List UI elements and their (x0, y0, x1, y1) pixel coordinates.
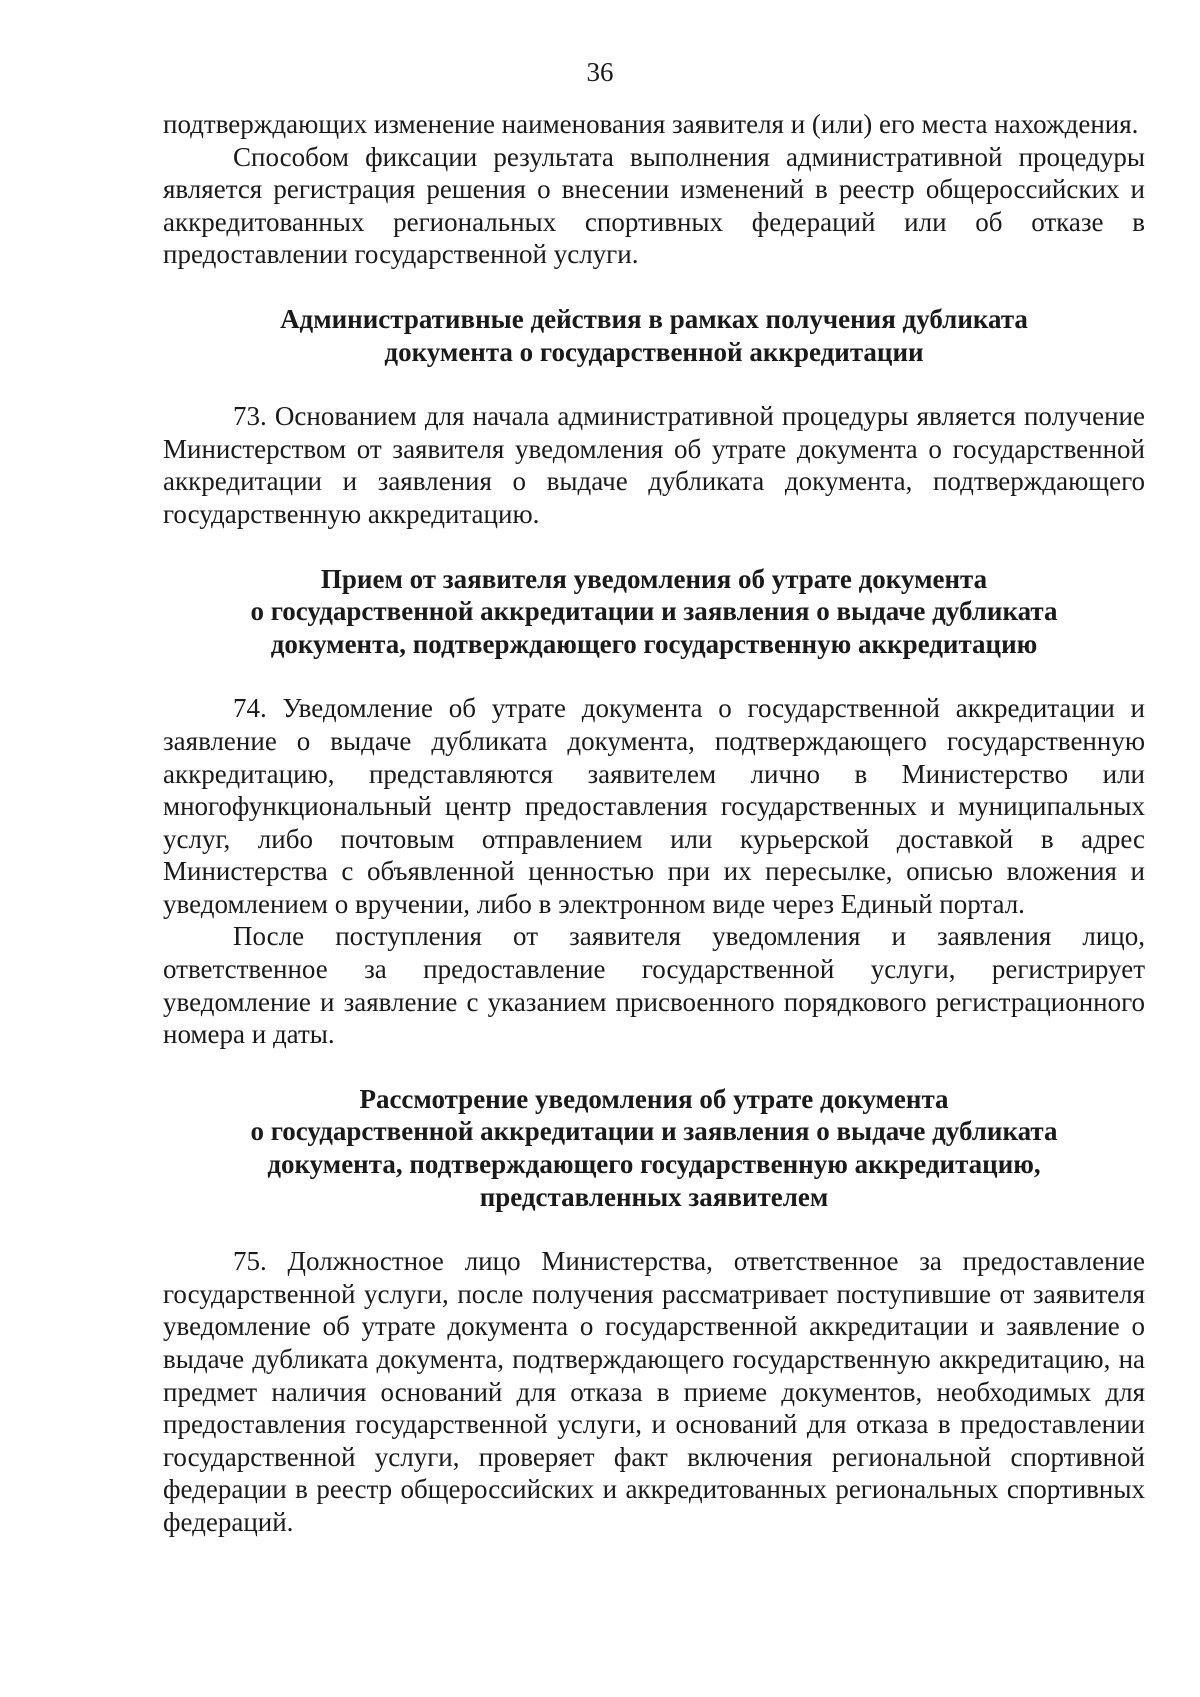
heading-line: документа, подтверждающего государственную аккредитацию (270, 628, 1038, 659)
paragraph-continuation: подтверждающих изменение наименования заявителя и (или) его места нахождения. (163, 109, 1139, 139)
paragraph-73: 73. Основанием для начала административной процедуры является получение Министерством от заявителя уведомления об утрате документа о государственной аккредитации и заявления о выдаче дубликата документа, подтверждающего государственную аккредитацию. (163, 401, 1145, 529)
paragraph-75: 75. Должностное лицо Министерства, ответственное за предоставление государственной услуги, после получения рассматривает поступившие от заявителя уведомление об утрате документа о государственной аккредитации и заявление о выдаче дубликата документа, подтверждающего государственную аккредитацию, на предмет наличия оснований для отказа в приеме документов, необходимых для предоставления государственной услуги, и оснований для отказа в предоставлении государственной услуги, проверяет факт включения региональной спортивной федерации в реестр общероссийских и аккредитованных региональных спортивных федераций. (163, 1246, 1145, 1537)
heading-line: о государственной аккредитации и заявления о выдаче дубликата (250, 1116, 1058, 1147)
heading-line: о государственной аккредитации и заявления о выдаче дубликата (250, 596, 1058, 627)
paragraph-registration: После поступления от заявителя уведомления и заявления лицо, ответственное за предоставление государственной услуги, регистрирует уведомление и заявление с указанием присвоенного порядкового регистрационного номера и даты. (163, 921, 1145, 1050)
heading-line: Административные действия в рамках получения дубликата (280, 303, 1028, 334)
section-heading-reception (163, 563, 1145, 661)
heading-line: документа о государственной аккредитации (384, 336, 924, 367)
paragraph-74: 74. Уведомление об утрате документа о государственной аккредитации и заявление о выдаче дубликата документа, подтверждающего государственную аккредитацию, представляются заявителем лично в Министерство или многофункциональный центр предоставления государственных и муниципальных услуг, либо почтовым отправлением или курьерской доставкой в адрес Министерства с объявленной ценностью при их пересылке, описью вложения и уведомлением о вручении, либо в электронном виде через Единый портал. (163, 693, 1145, 919)
section-heading-review (163, 1083, 1145, 1213)
heading-line: представленных заявителем (479, 1181, 829, 1212)
page-number: 36 (586, 57, 614, 87)
paragraph-fixation-method: Способом фиксации результата выполнения административной процедуры является регистрация решения о внесении изменений в реестр общероссийских и аккредитованных региональных спортивных федераций или об отказе в предоставлении государственной услуги. (163, 141, 1145, 270)
heading-line: Рассмотрение уведомления об утрате документа (359, 1083, 949, 1114)
heading-line: документа, подтверждающего государственную аккредитацию, (267, 1149, 1041, 1180)
heading-line: Прием от заявителя уведомления об утрате документа (320, 563, 988, 594)
document-body (163, 108, 1145, 1539)
section-heading-duplicate-actions (163, 303, 1145, 368)
